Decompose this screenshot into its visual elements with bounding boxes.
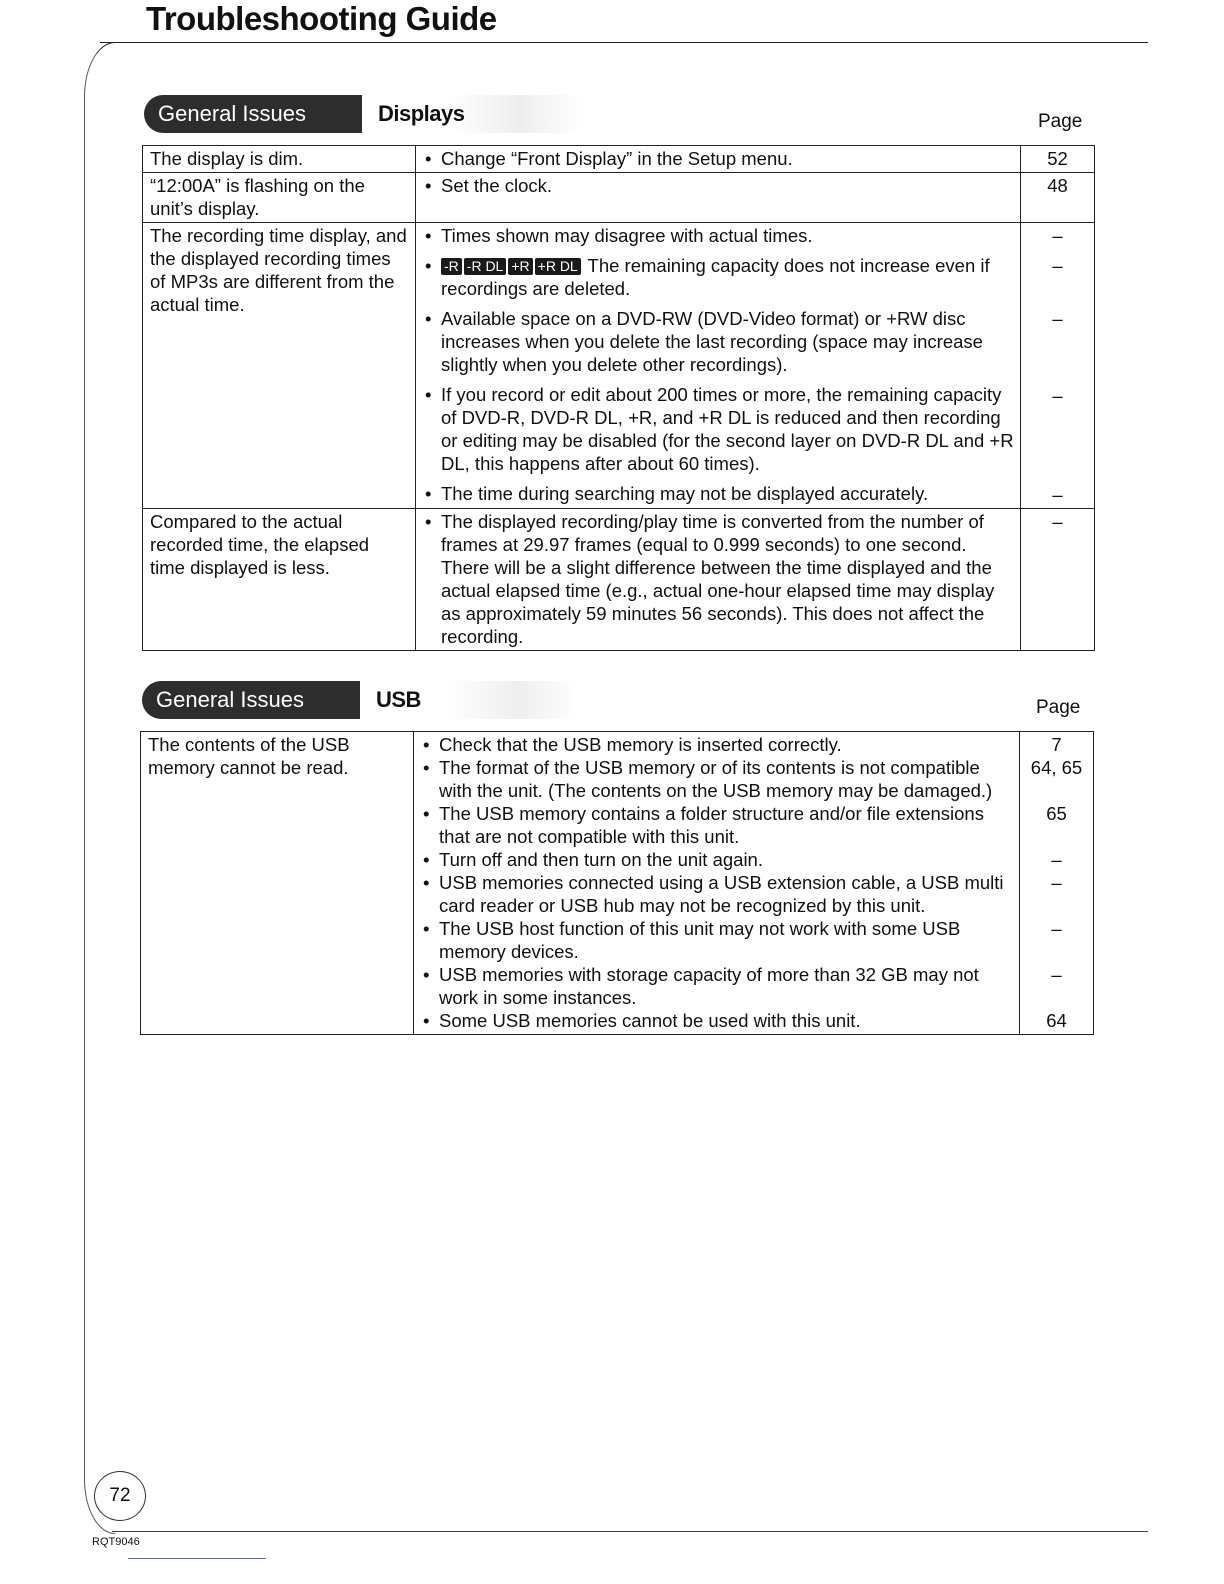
page-ref bbox=[1024, 940, 1089, 963]
model-code: RQT9046 bbox=[92, 1536, 140, 1548]
page-ref: 7 bbox=[1051, 734, 1062, 755]
solution-item: • USB memories with storage capacity of more than 32 GB may not work in some instances. bbox=[421, 963, 1013, 1009]
page-ref: – bbox=[1052, 255, 1063, 276]
solution-item: • Some USB memories cannot be used with this unit. bbox=[421, 1009, 1013, 1032]
solution-cell bbox=[416, 509, 1021, 651]
page-ref: 64, 65 bbox=[1030, 757, 1083, 778]
page-ref: – bbox=[1052, 225, 1063, 246]
problem-cell: The recording time display, and the displayed recording times of MP3s are different from the actual time. bbox=[143, 223, 416, 509]
page-ref: 48 bbox=[1021, 173, 1095, 223]
disc-badge-dvd-r: -R bbox=[441, 258, 462, 275]
page-ref bbox=[1024, 779, 1089, 802]
page-ref-cell bbox=[1020, 732, 1094, 1035]
solution-item: • Check that the USB memory is inserted correctly. bbox=[421, 733, 1013, 756]
page-ref: – bbox=[1051, 872, 1062, 893]
solution-text: The remaining capacity does not increase even if recordings are deleted. bbox=[441, 255, 990, 299]
category-pill: General Issues bbox=[142, 681, 360, 719]
page-ref bbox=[1024, 986, 1089, 1009]
page-ref bbox=[1024, 825, 1089, 848]
page-ref-cell bbox=[1021, 223, 1095, 509]
section-subtitle: Displays bbox=[362, 95, 582, 133]
page-number: 72 bbox=[94, 1471, 146, 1521]
table-row bbox=[143, 223, 1095, 509]
title-rule bbox=[100, 42, 1148, 43]
solution-item: • Times shown may disagree with actual times. bbox=[423, 224, 1014, 247]
table-row bbox=[143, 509, 1095, 651]
page-ref: – bbox=[1052, 385, 1063, 406]
disc-badge-dvd-r-dl: -R DL bbox=[464, 258, 507, 275]
problem-cell: The contents of the USB memory cannot be read. bbox=[141, 732, 414, 1035]
page-column-label: Page bbox=[1036, 697, 1081, 718]
solution-item: • The USB host function of this unit may not work with some USB memory devices. bbox=[421, 917, 1013, 963]
displays-table bbox=[142, 145, 1095, 651]
bottom-rule bbox=[112, 1531, 1148, 1532]
table-row bbox=[141, 732, 1094, 1035]
usb-table bbox=[140, 731, 1094, 1035]
page-column-label: Page bbox=[1038, 111, 1083, 132]
page-ref: 65 bbox=[1046, 803, 1067, 824]
problem-cell: “12:00A” is flashing on the unit’s display. bbox=[143, 173, 416, 223]
problem-cell: The display is dim. bbox=[143, 146, 416, 173]
page-ref: – bbox=[1052, 484, 1063, 505]
solution-cell bbox=[416, 146, 1021, 173]
solution-item: • The time during searching may not be displayed accurately. bbox=[423, 482, 1014, 505]
solution-item: • The displayed recording/play time is converted from the number of frames at 29.97 frames (equal to 0.999 seconds) to one second. There will be a slight difference between the time displayed and the actual elapsed time (e.g., actual one-hour elapsed time may display as approximately 59 minutes 56 seconds). This does not affect the recording. bbox=[423, 510, 1014, 648]
solution-item: • The USB memory contains a folder structure and/or file extensions that are not compatible with this unit. bbox=[421, 802, 1013, 848]
page-ref: 52 bbox=[1021, 146, 1095, 173]
solution-item: • Turn off and then turn on the unit again. bbox=[421, 848, 1013, 871]
page-ref: – bbox=[1052, 308, 1063, 329]
table-row bbox=[143, 173, 1095, 223]
disc-badge-plus-r-dl: +R DL bbox=[535, 258, 581, 275]
solution-item: • Set the clock. bbox=[423, 174, 1014, 197]
page-ref: – bbox=[1051, 849, 1062, 870]
solution-cell bbox=[414, 732, 1020, 1035]
page-ref bbox=[1024, 894, 1089, 917]
solution-item: • Available space on a DVD-RW (DVD-Video format) or +RW disc increases when you delete the last recording (space may increase slightly when you delete other recordings). bbox=[423, 307, 1014, 376]
solution-item: • Change “Front Display” in the Setup menu. bbox=[423, 147, 1014, 170]
solution-cell bbox=[416, 223, 1021, 509]
page-title: Troubleshooting Guide bbox=[146, 0, 497, 37]
solution-item: • USB memories connected using a USB extension cable, a USB multi card reader or USB hub may not be recognized by this unit. bbox=[421, 871, 1013, 917]
page-ref: 64 bbox=[1046, 1010, 1067, 1031]
section-subtitle: USB bbox=[360, 681, 580, 719]
footer-stub-line bbox=[128, 1558, 266, 1559]
problem-cell: Compared to the actual recorded time, the elapsed time displayed is less. bbox=[143, 509, 416, 651]
solution-item: • The format of the USB memory or of its contents is not compatible with the unit. (The contents on the USB memory may be damaged.) bbox=[421, 756, 1013, 802]
solution-cell bbox=[416, 173, 1021, 223]
disc-badge-plus-r: +R bbox=[508, 258, 532, 275]
table-row bbox=[143, 146, 1095, 173]
page-border-curve bbox=[84, 42, 115, 1534]
page-ref: – bbox=[1051, 918, 1062, 939]
page-ref: – bbox=[1051, 964, 1062, 985]
category-pill: General Issues bbox=[144, 95, 362, 133]
solution-item bbox=[423, 254, 1014, 300]
page-ref: – bbox=[1021, 509, 1095, 651]
solution-item: • If you record or edit about 200 times or more, the remaining capacity of DVD-R, DVD-R DL, +R, and +R DL is reduced and then recording or editing may be disabled (for the second layer on DVD-R DL and +R DL, this happens after about 60 times). bbox=[423, 383, 1014, 475]
